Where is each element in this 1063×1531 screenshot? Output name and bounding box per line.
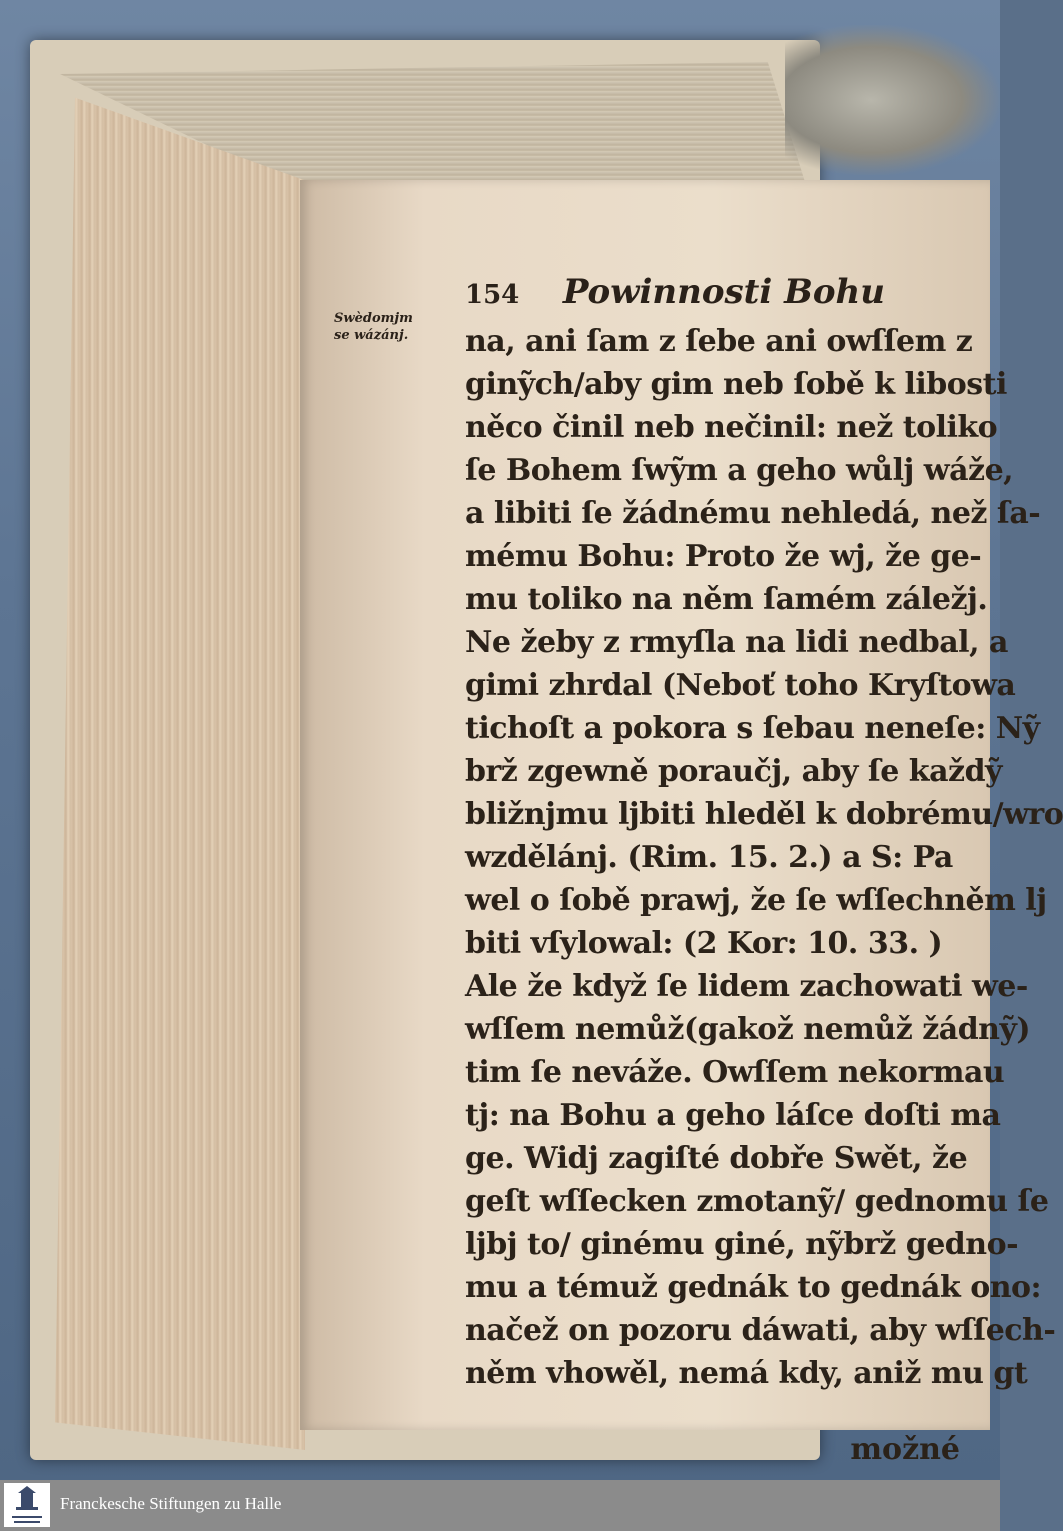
margin-note-line: se wázánj. xyxy=(334,328,409,343)
text-line: bližnjmu ljbiti hleděl k dobrému/wro xyxy=(465,797,1063,832)
margin-note xyxy=(334,310,459,344)
text-line: načež on pozoru dáwati, aby wſſech- xyxy=(465,1313,1056,1348)
text-line: tim ſe neváže. Owſſem nekormau xyxy=(465,1055,1005,1090)
footer-label: Franckesche Stiftungen zu Halle xyxy=(60,1494,282,1513)
text-line: geſt wſſecken zmotanỹ/ gednomu ſe xyxy=(465,1184,1049,1219)
catchword: možné xyxy=(850,1432,960,1467)
bookmark-ribbon xyxy=(785,25,1000,175)
text-line: ge. Widj zagiſté dobře Swět, že xyxy=(465,1141,968,1176)
text-line: Ne žeby z rmyſla na lidi nedbal, a xyxy=(465,625,1008,660)
text-line: wel o ſobě prawj, že ſe wſſechněm lj xyxy=(465,883,1047,918)
running-title: Powinnosti Bohu xyxy=(562,272,885,312)
page-fore-edges xyxy=(55,70,305,1450)
institution-logo-icon xyxy=(4,1483,50,1527)
text-line: mu a témuž gednák to gednák ono: xyxy=(465,1270,1042,1305)
text-line: mému Bohu: Proto že wj, že ge- xyxy=(465,539,982,574)
text-line: něco činil neb nečinil: než toliko xyxy=(465,410,998,445)
text-line: tichoſt a pokora s ſebau neneſe: Nỹ xyxy=(465,711,1040,746)
text-line: gimi zhrdal (Neboť toho Kryſtowa xyxy=(465,668,1016,703)
margin-note-line: Swèdomjm xyxy=(334,311,413,326)
text-line: na, ani ſam z ſebe ani owſſem z xyxy=(465,324,973,359)
text-line: Ale že když ſe lidem zachowati we- xyxy=(465,969,1028,1004)
text-line: wzdělánj. (Rim. 15. 2.) a S: Pa xyxy=(465,840,953,875)
page-number: 154 xyxy=(465,280,520,310)
book-page xyxy=(300,180,1063,1467)
body-text xyxy=(465,320,1063,1395)
text-line: mu toliko na něm ſamém záležj. xyxy=(465,582,988,617)
text-line: ginỹch/aby gim neb ſobě k libosti xyxy=(465,367,1007,402)
text-line: ljbj to/ ginému giné, nỹbrž gedno- xyxy=(465,1227,1019,1262)
text-line: wſſem nemůž(gakož nemůž žádnỹ) xyxy=(465,1012,1031,1047)
text-line: brž zgewně poraučj, aby ſe každỹ xyxy=(465,754,1002,789)
text-line: něm vhowěl, nemá kdy, aniž mu gt xyxy=(465,1356,1028,1391)
page-header xyxy=(465,272,885,312)
text-line: biti vſylowal: (2 Kor: 10. 33. ) xyxy=(465,926,943,961)
text-line: ſe Bohem ſwỹm a geho wůlj wáže, xyxy=(465,453,1014,488)
text-line: a libiti ſe žádnému nehledá, než ſa- xyxy=(465,496,1041,531)
footer-bar xyxy=(0,1480,1000,1531)
text-line: tj: na Bohu a geho láſce doſti ma xyxy=(465,1098,1001,1133)
